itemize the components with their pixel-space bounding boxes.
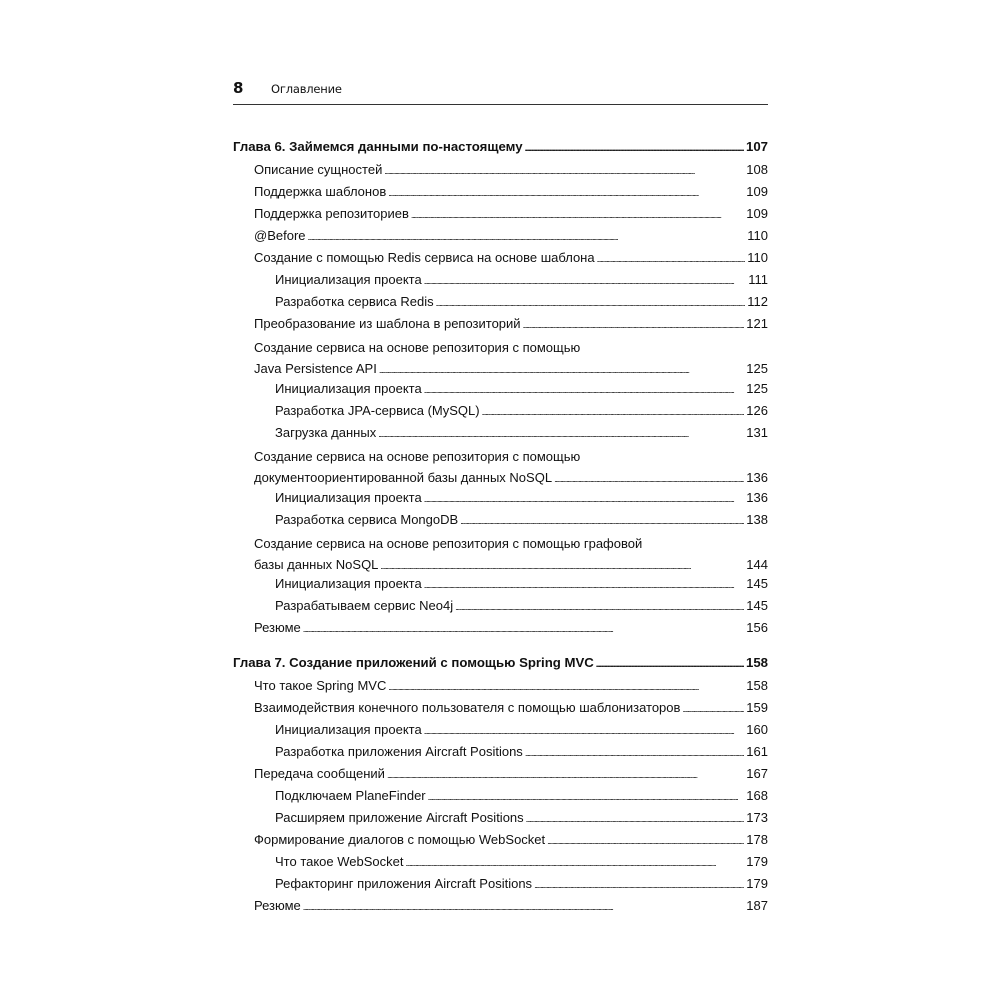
dot-leader [303,621,745,638]
toc-entry-title: @Before [254,228,306,243]
dot-leader [525,140,744,157]
toc-entry [233,597,768,616]
dot-leader [525,745,744,762]
dot-leader [424,723,745,740]
toc-chapter-entry [233,654,768,673]
toc-entry-title: Инициализация проекта [275,576,422,591]
toc-entry [233,809,768,828]
toc-entry [233,677,768,696]
toc-entry-title: Разработка сервиса Redis [275,294,434,309]
toc-entry [233,875,768,894]
toc-entry-title: Поддержка репозиториев [254,206,409,221]
toc-page-number: 111 [748,272,768,287]
toc-entry-title: Java Persistence API [254,361,377,376]
toc-entry [233,897,768,916]
toc-page-number: 109 [746,184,768,199]
toc-page-number: 126 [746,403,768,418]
dot-leader [303,899,745,916]
dot-leader [380,556,744,577]
toc-entry [233,489,768,508]
dot-leader [460,513,744,530]
toc-entry [233,446,768,490]
toc-entry [233,227,768,246]
toc-entry-title: Разработка JPA-сервиса (MySQL) [275,403,480,418]
dot-leader [526,811,745,828]
toc-page-number: 145 [746,598,768,613]
toc-page-number: 121 [746,316,768,331]
toc-page-number: 158 [746,678,768,693]
toc-page-number: 161 [746,744,768,759]
toc-page-number: 159 [746,700,768,715]
toc-entry [233,831,768,850]
dot-leader [378,426,744,443]
toc-entry [233,853,768,872]
toc-entry [233,337,768,381]
toc-entry [233,271,768,290]
toc-page-number: 108 [746,162,768,177]
toc-entry [233,533,768,577]
toc-entry-title: Разрабатываем сервис Neo4j [275,598,454,613]
dot-leader [406,855,745,872]
running-title: Оглавление [271,82,342,96]
dot-leader [682,701,744,718]
toc-entry [233,402,768,421]
toc-entry-title: Описание сущностей [254,162,383,177]
dot-leader [424,491,745,508]
toc-entry [233,293,768,312]
dot-leader [428,789,745,806]
page-number: 8 [233,79,244,97]
toc-entry [233,721,768,740]
toc-entry-title: Глава 6. Займемся данными по-настоящему [233,139,523,154]
toc-page-number: 173 [746,810,768,825]
toc-entry-title: Глава 7. Создание приложений с помощью Spring MVC [233,655,594,670]
toc-entry-title: Рефакторинг приложения Aircraft Positions [275,876,533,891]
toc-page-number: 125 [746,361,768,376]
toc-entry [233,183,768,202]
dot-leader [596,656,744,673]
toc-page-number: 179 [746,854,768,869]
dot-leader [455,599,744,616]
toc-page-number: 144 [746,557,768,572]
toc-entry [233,699,768,718]
toc-entry-title: Разработка сервиса MongoDB [275,512,459,527]
toc-entry [233,787,768,806]
toc-page-number: 145 [746,576,768,591]
toc-entry [233,205,768,224]
toc-page-number: 179 [746,876,768,891]
dot-leader [436,295,746,312]
toc-entry-title: Инициализация проекта [275,381,422,396]
toc-page-number: 110 [747,228,768,243]
toc-entry-title: Разработка приложения Aircraft Positions [275,744,523,759]
toc-entry-title: Что такое WebSocket [275,854,404,869]
toc-entry-title: Создание с помощью Redis сервиса на основе шаблона [254,250,595,265]
dot-leader [411,207,744,224]
toc-entry-title: документоориентированной базы данных NoSQL [254,470,553,485]
toc-entry-title: Загрузка данных [275,425,377,440]
dot-leader [384,163,744,180]
toc-entry-title-line: Создание сервиса на основе репозитория с помощью [254,449,581,464]
toc-entry-title: Резюме [254,620,301,635]
toc-entry-title: Инициализация проекта [275,490,422,505]
toc-page-number: 131 [746,425,768,440]
dot-leader [482,404,745,421]
dot-leader [379,360,744,381]
toc-entry [233,743,768,762]
toc-page-number: 178 [746,832,768,847]
dot-leader [534,877,744,894]
toc-entry-title: Поддержка шаблонов [254,184,387,199]
toc-page-number: 109 [746,206,768,221]
toc-entry-title: Подключаем PlaneFinder [275,788,426,803]
dot-leader [388,185,744,202]
toc-page-number: 110 [747,250,768,265]
toc-page-number: 125 [746,381,768,396]
toc-entry-title: Передача сообщений [254,766,385,781]
toc-page-number: 168 [746,788,768,803]
toc-page-number: 136 [746,470,768,485]
dot-leader [554,469,744,490]
dot-leader [424,577,745,594]
toc-entry [233,424,768,443]
toc-page-number: 156 [746,620,768,635]
dot-leader [424,382,745,399]
toc-entry-title: Преобразование из шаблона в репозиторий [254,316,521,331]
dot-leader [308,229,746,246]
toc-entry [233,161,768,180]
toc-entry-title: Резюме [254,898,301,913]
toc-entry-title-line: Создание сервиса на основе репозитория с помощью графовой [254,536,643,551]
toc-page-number: 187 [746,898,768,913]
toc-entry-title: Расширяем приложение Aircraft Positions [275,810,524,825]
toc-entry [233,575,768,594]
toc-entry-title: базы данных NoSQL [254,557,379,572]
toc-entry [233,511,768,530]
toc-page-number: 138 [746,512,768,527]
page-header [233,80,768,105]
toc-page-number: 158 [745,655,768,670]
toc-entry-title: Формирование диалогов с помощью WebSocket [254,832,546,847]
toc-entry-title: Инициализация проекта [275,272,422,287]
toc-entry [233,380,768,399]
dot-leader [424,273,747,290]
toc-page-number: 136 [746,490,768,505]
dot-leader [387,767,744,784]
toc-entry [233,765,768,784]
toc-entry [233,249,768,268]
toc-page-number: 167 [746,766,768,781]
dot-leader [523,317,745,334]
toc-entry [233,315,768,334]
toc-entry-title: Взаимодействия конечного пользователя с помощью шаблонизаторов [254,700,681,715]
toc-entry [233,619,768,638]
toc-entry-title: Что такое Spring MVC [254,678,387,693]
toc-entry-title-line: Создание сервиса на основе репозитория с помощью [254,340,581,355]
toc-page-number: 160 [746,722,768,737]
toc-chapter-entry [233,138,768,157]
toc-page-number: 112 [747,294,768,309]
dot-leader [597,251,746,268]
dot-leader [547,833,744,850]
toc-page-number: 107 [745,139,768,154]
toc-entry-title: Инициализация проекта [275,722,422,737]
dot-leader [388,679,744,696]
